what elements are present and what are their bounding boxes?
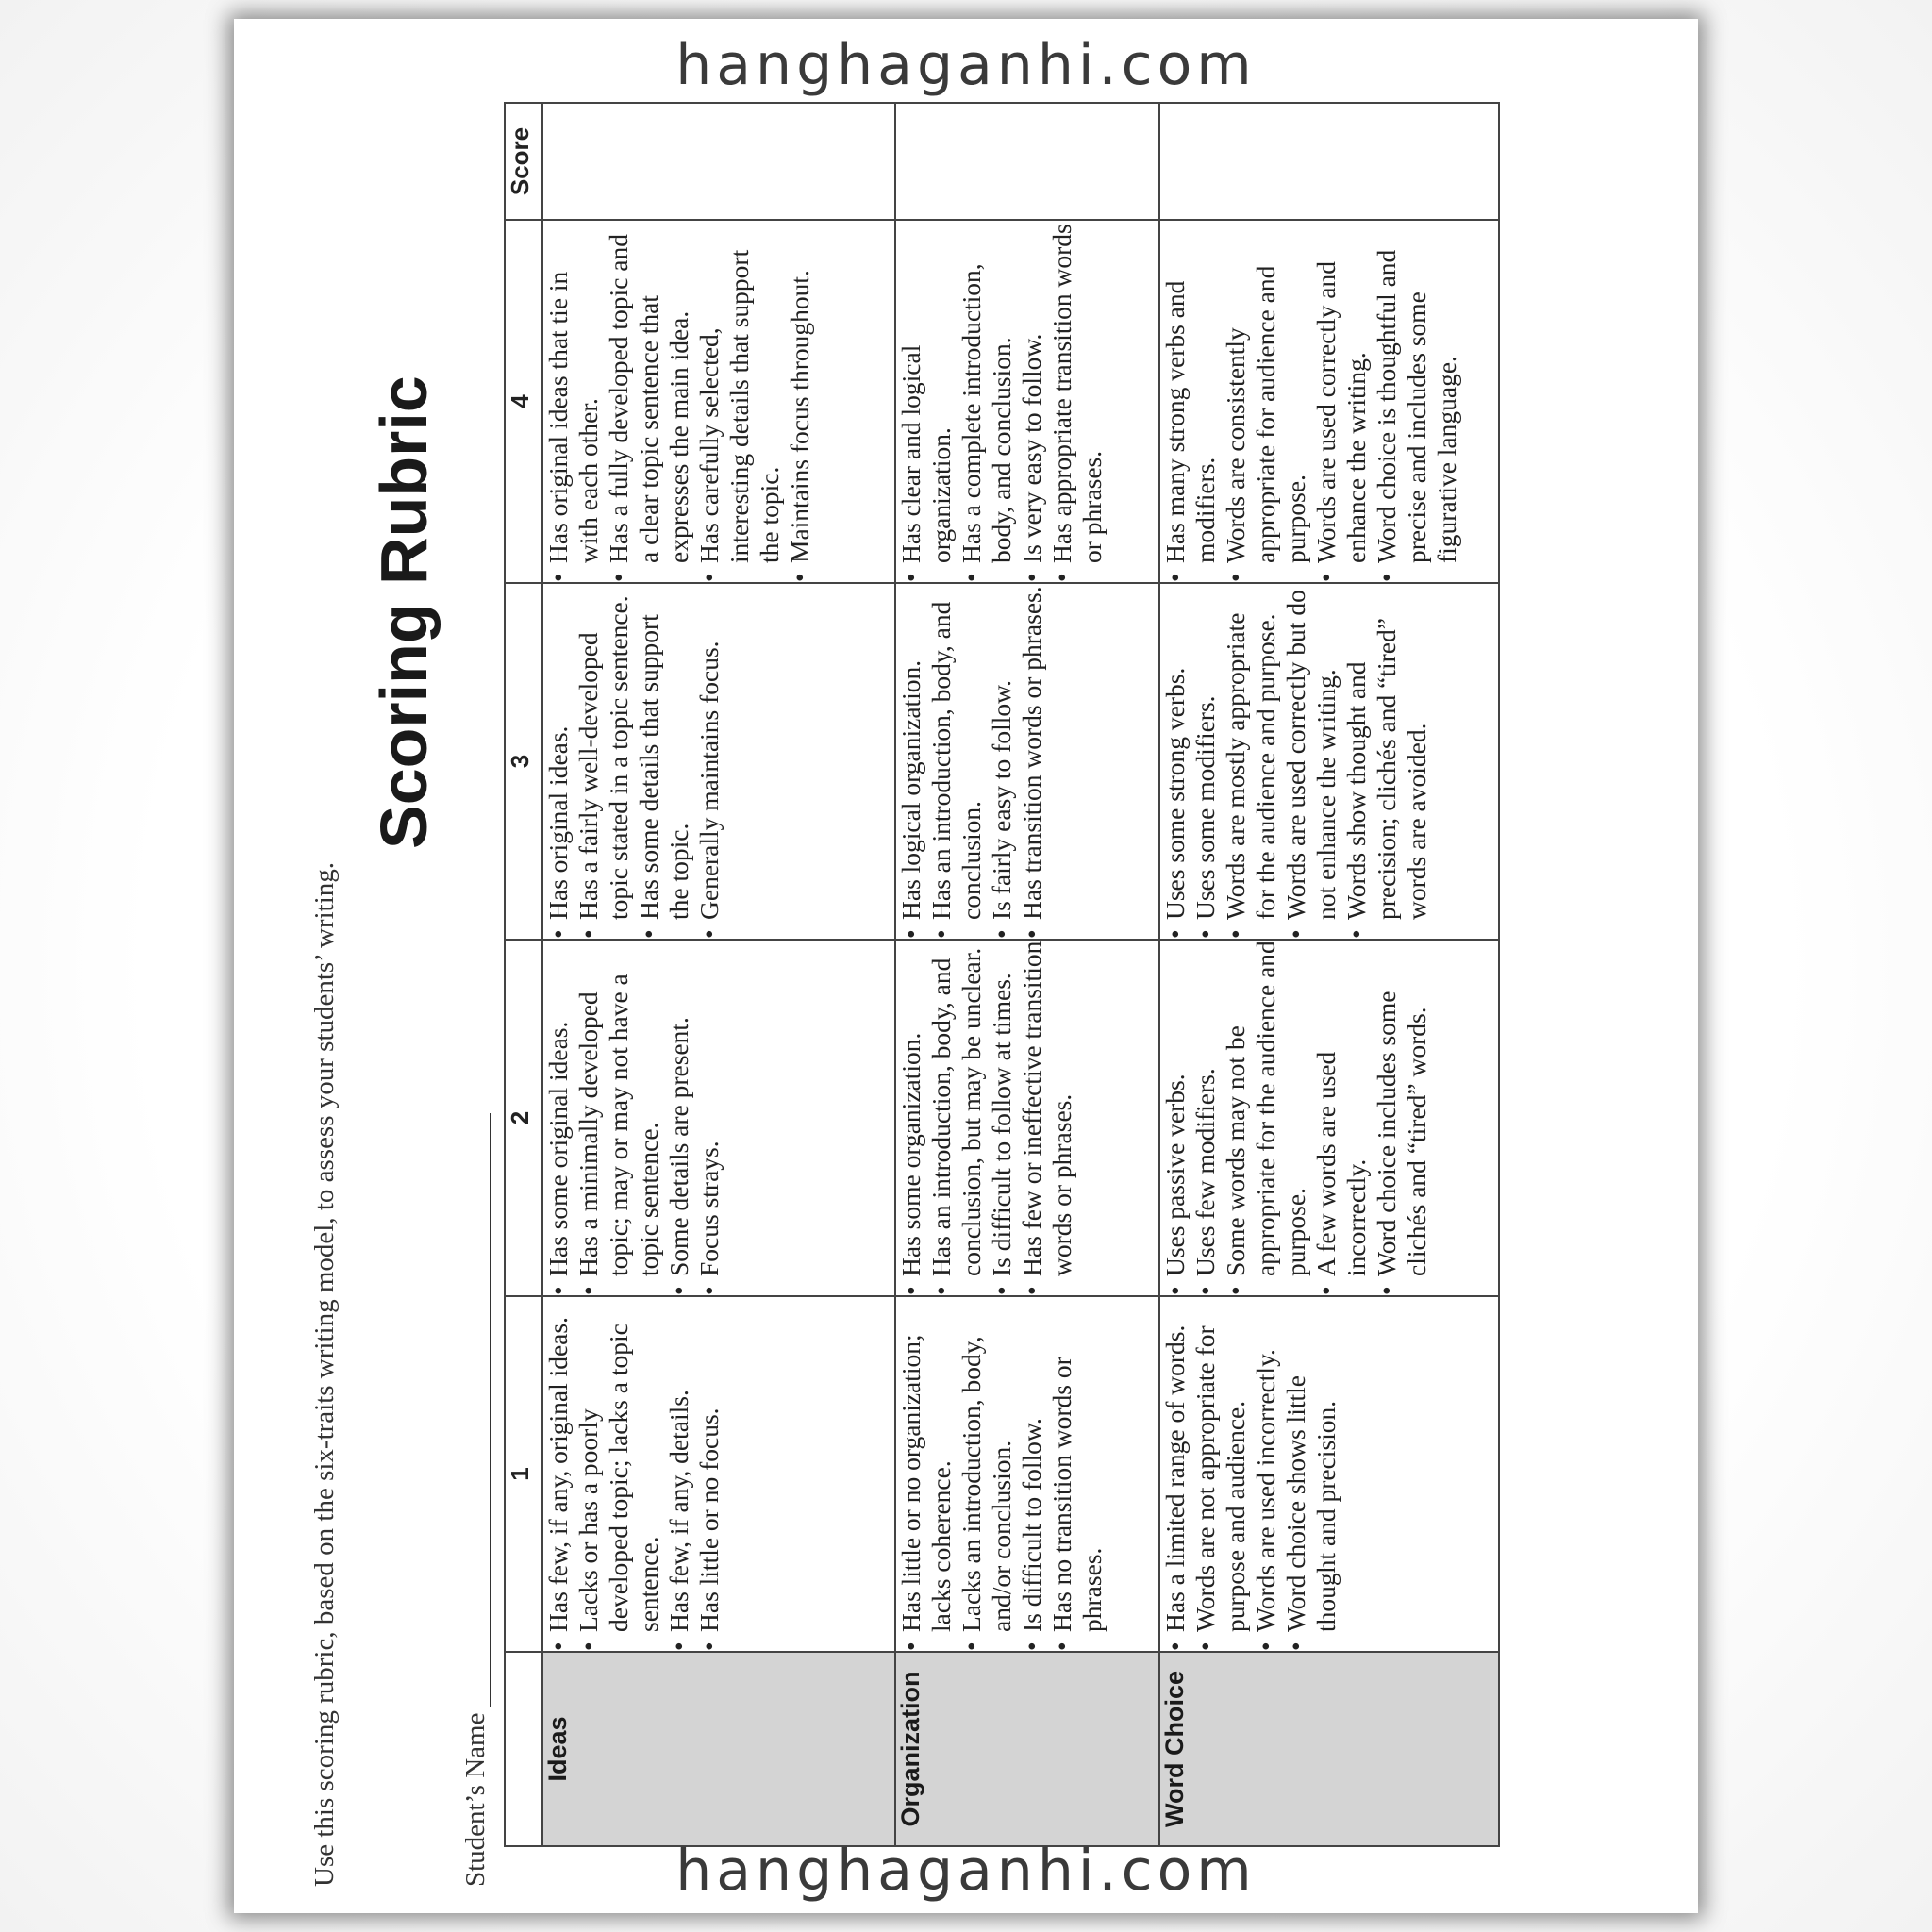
instructions-text: Use this scoring rubric, based on the six-traits writing model, to assess your students’ writing. bbox=[309, 862, 340, 1887]
criteria-item: • Lacks or has a poorly developed topic; lacks a topic sentence. bbox=[574, 1297, 664, 1651]
criteria-item: • Focus strays. bbox=[694, 941, 724, 1295]
criteria-item: • Words are consistently appropriate for audience and purpose. bbox=[1221, 221, 1311, 582]
watermark-top: hanghaganhi.com bbox=[675, 32, 1257, 98]
criteria-item: • Has transition words or phrases. bbox=[1017, 584, 1047, 939]
criteria-cell bbox=[542, 583, 895, 940]
criteria-item: • Has some organization. bbox=[896, 941, 926, 1295]
rubric-table bbox=[504, 102, 1500, 1847]
criteria-list bbox=[1160, 221, 1462, 582]
criteria-item: • Words are not appropriate for purpose and audience. bbox=[1191, 1297, 1251, 1651]
criteria-cell bbox=[542, 1296, 895, 1652]
criteria-item: • Has original ideas that tie in with each other. bbox=[543, 221, 604, 582]
criteria-cell bbox=[895, 583, 1159, 940]
rubric-corner bbox=[505, 1652, 542, 1846]
criteria-cell bbox=[1159, 583, 1499, 940]
criteria-item: • Has a fully developed topic and a clear topic sentence that expresses the main idea. bbox=[604, 221, 694, 582]
criteria-item: • Has an introduction, body, and conclusion. bbox=[926, 584, 987, 939]
criteria-cell bbox=[895, 940, 1159, 1296]
criteria-item: • Has few, if any, original ideas. bbox=[543, 1297, 574, 1651]
rubric-row bbox=[1159, 103, 1499, 1846]
criteria-item: • Has little or no focus. bbox=[694, 1297, 724, 1651]
score-entry-cell[interactable] bbox=[895, 103, 1159, 220]
column-header: 3 bbox=[505, 583, 542, 940]
criteria-item: • Has original ideas. bbox=[543, 584, 574, 939]
criteria-list bbox=[543, 221, 815, 582]
criteria-item: • Uses passive verbs. bbox=[1160, 941, 1191, 1295]
watermark-bottom: hanghaganhi.com bbox=[675, 1838, 1257, 1904]
criteria-item: • Word choice shows little thought and precision. bbox=[1281, 1297, 1341, 1651]
page-title: Scoring Rubric bbox=[367, 375, 441, 849]
rubric-row bbox=[895, 103, 1159, 1846]
criteria-cell bbox=[895, 1296, 1159, 1652]
student-name-line[interactable] bbox=[465, 1113, 491, 1707]
criteria-item: • Has appropriate transition words or phrases. bbox=[1047, 221, 1108, 582]
criteria-item: • Words are used correctly and enhance the writing. bbox=[1311, 221, 1372, 582]
trait-label: Ideas bbox=[542, 1652, 895, 1846]
column-header: 1 bbox=[505, 1296, 542, 1652]
criteria-item: • Has a minimally developed topic; may or may not have a topic sentence. bbox=[574, 941, 664, 1295]
criteria-item: • Words are mostly appropriate for the audience and purpose. bbox=[1221, 584, 1281, 939]
criteria-item: • Maintains focus throughout. bbox=[785, 221, 815, 582]
criteria-cell bbox=[895, 220, 1159, 583]
criteria-item: • Lacks an introduction, body, and/or conclusion. bbox=[957, 1297, 1017, 1651]
criteria-item: • Has a limited range of words. bbox=[1160, 1297, 1191, 1651]
criteria-list bbox=[896, 1297, 1108, 1651]
criteria-item: • Is very easy to follow. bbox=[1017, 221, 1047, 582]
criteria-item: • Some words may not be appropriate for the audience and purpose. bbox=[1221, 941, 1311, 1295]
criteria-item: • Has some original ideas. bbox=[543, 941, 574, 1295]
criteria-cell bbox=[1159, 220, 1499, 583]
criteria-cell bbox=[542, 220, 895, 583]
criteria-cell bbox=[1159, 940, 1499, 1296]
criteria-item: • Generally maintains focus. bbox=[694, 584, 724, 939]
criteria-item: • Has a fairly well-developed topic stated in a topic sentence. bbox=[574, 584, 634, 939]
criteria-item: • Uses some strong verbs. bbox=[1160, 584, 1191, 939]
criteria-item: • Has logical organization. bbox=[896, 584, 926, 939]
criteria-item: • Word choice is thoughtful and precise and includes some figurative language. bbox=[1372, 221, 1462, 582]
criteria-item: • Has few, if any, details. bbox=[664, 1297, 694, 1651]
rubric-header-row bbox=[505, 103, 542, 1846]
criteria-item: • Has a complete introduction, body, and conclusion. bbox=[957, 221, 1017, 582]
score-entry-cell[interactable] bbox=[542, 103, 895, 220]
criteria-item: • Uses few modifiers. bbox=[1191, 941, 1221, 1295]
score-entry-cell[interactable] bbox=[1159, 103, 1499, 220]
criteria-item: • Is fairly easy to follow. bbox=[987, 584, 1017, 939]
criteria-list bbox=[1160, 584, 1432, 939]
criteria-list bbox=[543, 584, 724, 939]
criteria-item: • Has few or ineffective transition words or phrases. bbox=[1017, 941, 1077, 1295]
criteria-item: • Has carefully selected, interesting details that support the topic. bbox=[694, 221, 785, 582]
criteria-item: • Has little or no organization; lacks coherence. bbox=[896, 1297, 957, 1651]
criteria-cell bbox=[1159, 1296, 1499, 1652]
criteria-item: • Words are used correctly but do not enhance the writing. bbox=[1281, 584, 1341, 939]
column-header-score: Score bbox=[505, 103, 542, 220]
criteria-item: • A few words are used incorrectly. bbox=[1311, 941, 1372, 1295]
rotated-content bbox=[234, 57, 1698, 1887]
criteria-item: • Words are used incorrectly. bbox=[1251, 1297, 1281, 1651]
criteria-list bbox=[896, 941, 1077, 1295]
trait-label: Word Choice bbox=[1159, 1652, 1499, 1846]
criteria-item: • Has no transition words or phrases. bbox=[1047, 1297, 1108, 1651]
criteria-list bbox=[896, 221, 1108, 582]
student-name-row bbox=[460, 1113, 491, 1887]
criteria-item: • Word choice includes some clichés and “tired” words. bbox=[1372, 941, 1432, 1295]
criteria-item: • Is difficult to follow at times. bbox=[987, 941, 1017, 1295]
criteria-list bbox=[896, 584, 1047, 939]
criteria-item: • Has clear and logical organization. bbox=[896, 221, 957, 582]
student-name-label: Student’s Name bbox=[460, 1712, 491, 1887]
criteria-cell bbox=[542, 940, 895, 1296]
criteria-item: • Uses some modifiers. bbox=[1191, 584, 1221, 939]
criteria-list bbox=[543, 1297, 724, 1651]
trait-label: Organization bbox=[895, 1652, 1159, 1846]
criteria-item: • Is difficult to follow. bbox=[1017, 1297, 1047, 1651]
rubric-row bbox=[542, 103, 895, 1846]
criteria-item: • Has some details that support the topic. bbox=[634, 584, 694, 939]
criteria-list bbox=[1160, 941, 1432, 1295]
criteria-list bbox=[543, 941, 724, 1295]
criteria-list bbox=[1160, 1297, 1341, 1651]
criteria-item: • Has many strong verbs and modifiers. bbox=[1160, 221, 1221, 582]
criteria-item: • Words show thought and precision; clichés and “tired” words are avoided. bbox=[1341, 584, 1432, 939]
column-header: 4 bbox=[505, 220, 542, 583]
column-header: 2 bbox=[505, 940, 542, 1296]
criteria-item: • Has an introduction, body, and conclusion, but may be unclear. bbox=[926, 941, 987, 1295]
criteria-item: • Some details are present. bbox=[664, 941, 694, 1295]
